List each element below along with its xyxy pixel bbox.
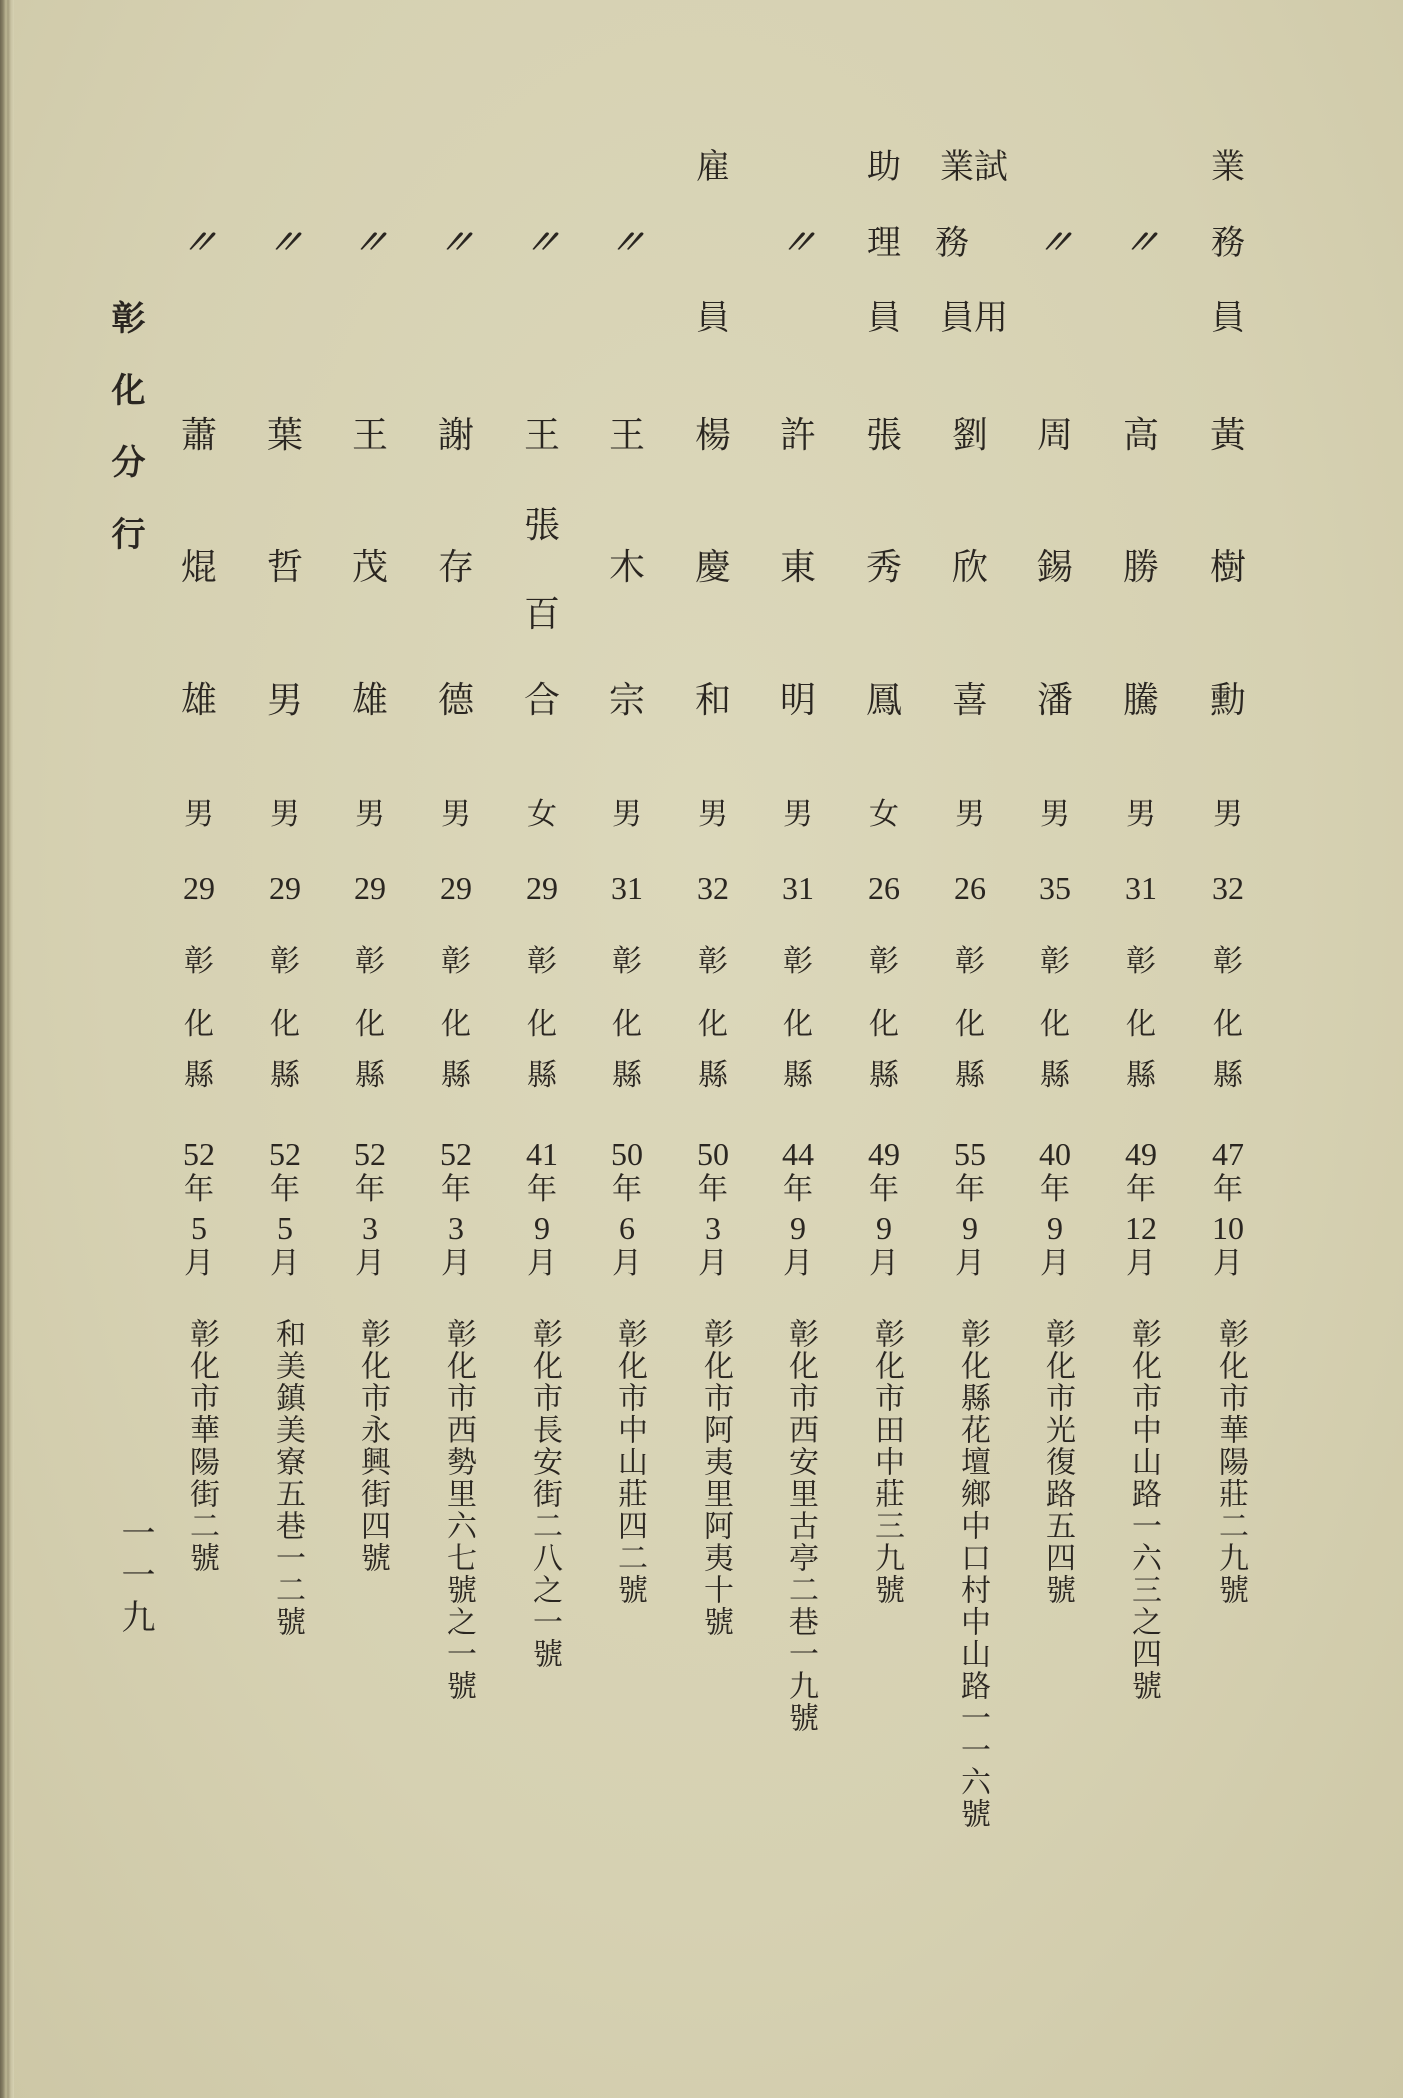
gender: 男	[612, 797, 642, 832]
native-3: 縣	[1126, 1058, 1156, 1093]
address: 彰化市中山莊四二號	[612, 1318, 647, 1606]
date-year: 52	[269, 1136, 301, 1172]
native-2: 化	[355, 1007, 385, 1042]
native-2: 化	[1040, 1007, 1070, 1042]
name-char-1: 謝	[437, 415, 474, 456]
gender: 男	[270, 797, 300, 832]
native-3: 縣	[441, 1058, 471, 1093]
name-char-3: 雄	[351, 680, 388, 721]
native-2: 化	[441, 1007, 471, 1042]
date-month-char: 月	[612, 1246, 642, 1281]
native-2: 化	[527, 1007, 557, 1042]
gender: 男	[955, 797, 985, 832]
name-char-1: 黃	[1209, 415, 1246, 456]
date-month: 9	[790, 1210, 806, 1246]
native-3: 縣	[783, 1058, 813, 1093]
address: 彰化市中山路一六三之四號	[1126, 1318, 1161, 1702]
name-char-1: 張	[865, 415, 902, 456]
native-3: 縣	[184, 1058, 214, 1093]
name-char-3: 百	[523, 594, 560, 635]
gender: 女	[527, 797, 557, 832]
name-char-3: 勳	[1209, 680, 1246, 721]
date-month: 5	[191, 1210, 207, 1246]
title-bot: 員用	[940, 298, 1008, 338]
native-3: 縣	[955, 1058, 985, 1093]
gender: 男	[1040, 797, 1070, 832]
date-month-char: 月	[1126, 1246, 1156, 1281]
date-year-char: 年	[1213, 1172, 1243, 1207]
age: 29	[526, 870, 558, 906]
age: 29	[183, 870, 215, 906]
address: 彰化市永興街四號	[355, 1318, 390, 1574]
date-month: 9	[1047, 1210, 1063, 1246]
ditto-mark: 〃	[604, 223, 650, 263]
name-char-2: 張	[523, 505, 560, 546]
name-char-1: 周	[1036, 415, 1073, 456]
name-char-1: 葉	[266, 415, 303, 456]
name-char-1: 高	[1122, 415, 1159, 456]
address: 彰化市華陽街二號	[184, 1318, 219, 1574]
date-month-char: 月	[441, 1246, 471, 1281]
native-1: 彰	[441, 944, 471, 979]
record-column	[1111, 0, 1171, 2098]
age: 29	[440, 870, 472, 906]
name-char-3: 潘	[1036, 680, 1073, 721]
address: 和美鎮美寮五巷一二號	[270, 1318, 305, 1638]
ditto-mark: 〃	[433, 223, 479, 263]
age: 29	[354, 870, 386, 906]
name-char-2: 勝	[1122, 547, 1159, 588]
date-year: 41	[526, 1136, 558, 1172]
date-year-char: 年	[184, 1172, 214, 1207]
name-char-2: 秀	[865, 547, 902, 588]
name-char-3: 騰	[1122, 680, 1159, 721]
date-year-char: 年	[441, 1172, 471, 1207]
date-year: 50	[611, 1136, 643, 1172]
native-1: 彰	[612, 944, 642, 979]
date-year: 40	[1039, 1136, 1071, 1172]
date-month-char: 月	[698, 1246, 728, 1281]
date-month-char: 月	[270, 1246, 300, 1281]
native-1: 彰	[1040, 944, 1070, 979]
name-char-3: 喜	[951, 680, 988, 721]
name-char-1: 蕭	[180, 415, 217, 456]
gender: 男	[1126, 797, 1156, 832]
native-2: 化	[1126, 1007, 1156, 1042]
record-column	[1025, 0, 1085, 2098]
date-year-char: 年	[612, 1172, 642, 1207]
age: 32	[697, 870, 729, 906]
record-column	[768, 0, 828, 2098]
name-char-2: 焜	[180, 547, 217, 588]
date-month: 9	[876, 1210, 892, 1246]
name-char-3: 男	[266, 680, 303, 721]
record-column	[426, 0, 486, 2098]
date-month: 5	[277, 1210, 293, 1246]
title-bot: 員	[867, 298, 901, 338]
ditto-mark: 〃	[1032, 223, 1078, 263]
name-char-2: 樹	[1209, 547, 1246, 588]
book-binding-edge	[0, 0, 14, 2098]
record-column	[854, 0, 914, 2098]
name-char-3: 雄	[180, 680, 217, 721]
name-char-4: 合	[523, 680, 560, 721]
name-char-3: 明	[779, 680, 816, 721]
date-year: 52	[354, 1136, 386, 1172]
native-1: 彰	[184, 944, 214, 979]
native-2: 化	[184, 1007, 214, 1042]
date-year-char: 年	[698, 1172, 728, 1207]
record-column	[683, 0, 743, 2098]
date-year-char: 年	[355, 1172, 385, 1207]
date-month-char: 月	[869, 1246, 899, 1281]
record-column	[512, 0, 572, 2098]
ditto-mark: 〃	[176, 223, 222, 263]
ditto-mark: 〃	[775, 223, 821, 263]
date-year-char: 年	[869, 1172, 899, 1207]
native-2: 化	[783, 1007, 813, 1042]
age: 35	[1039, 870, 1071, 906]
native-2: 化	[270, 1007, 300, 1042]
record-column	[169, 0, 229, 2098]
native-1: 彰	[1126, 944, 1156, 979]
native-1: 彰	[698, 944, 728, 979]
name-char-2: 東	[779, 547, 816, 588]
record-column	[1198, 0, 1258, 2098]
title-top: 業試	[940, 147, 1008, 187]
date-month: 9	[534, 1210, 550, 1246]
name-char-3: 德	[437, 680, 474, 721]
address: 彰化市長安街二八之一號	[527, 1318, 562, 1670]
title-mid: 理	[867, 223, 901, 263]
native-3: 縣	[869, 1058, 899, 1093]
address: 彰化市西勢里六七號之一號	[441, 1318, 476, 1702]
date-year-char: 年	[527, 1172, 557, 1207]
date-month-char: 月	[184, 1246, 214, 1281]
date-year: 52	[440, 1136, 472, 1172]
date-month-char: 月	[1040, 1246, 1070, 1281]
name-char-1: 王	[608, 415, 645, 456]
age: 32	[1212, 870, 1244, 906]
title-top: 助	[867, 147, 901, 187]
address: 彰化市華陽莊二九號	[1213, 1318, 1248, 1606]
date-month-char: 月	[1213, 1246, 1243, 1281]
native-2: 化	[612, 1007, 642, 1042]
native-1: 彰	[783, 944, 813, 979]
name-char-3: 和	[694, 680, 731, 721]
native-1: 彰	[270, 944, 300, 979]
date-month: 3	[448, 1210, 464, 1246]
address: 彰化市田中莊三九號	[869, 1318, 904, 1606]
address: 彰化市西安里古亭二巷一九號	[783, 1318, 818, 1734]
name-char-1: 王	[523, 415, 560, 456]
ditto-mark: 〃	[1118, 223, 1164, 263]
native-3: 縣	[355, 1058, 385, 1093]
age: 26	[868, 870, 900, 906]
name-char-2: 哲	[266, 547, 303, 588]
branch-label: 彰化分行	[105, 300, 145, 588]
name-char-2: 木	[608, 547, 645, 588]
name-char-2: 慶	[694, 547, 731, 588]
address: 彰化縣花壇鄉中口村中山路一一六號	[955, 1318, 990, 1830]
name-char-1: 王	[351, 415, 388, 456]
ditto-mark: 〃	[519, 223, 565, 263]
age: 31	[782, 870, 814, 906]
date-month: 3	[362, 1210, 378, 1246]
page-number: 一一九	[115, 1515, 155, 1641]
date-year: 47	[1212, 1136, 1244, 1172]
date-month-char: 月	[955, 1246, 985, 1281]
name-char-2: 錫	[1036, 547, 1073, 588]
gender: 男	[698, 797, 728, 832]
record-column	[935, 0, 1008, 2098]
title-mid: 務	[1211, 223, 1245, 263]
date-year: 55	[954, 1136, 986, 1172]
date-month-char: 月	[355, 1246, 385, 1281]
gender: 男	[184, 797, 214, 832]
gender: 男	[783, 797, 813, 832]
date-year-char: 年	[783, 1172, 813, 1207]
record-column	[597, 0, 657, 2098]
native-3: 縣	[527, 1058, 557, 1093]
gender: 男	[1213, 797, 1243, 832]
date-year-char: 年	[955, 1172, 985, 1207]
gender: 男	[441, 797, 471, 832]
address: 彰化市阿夷里阿夷十號	[698, 1318, 733, 1638]
age: 29	[269, 870, 301, 906]
age: 31	[611, 870, 643, 906]
native-2: 化	[869, 1007, 899, 1042]
date-year-char: 年	[270, 1172, 300, 1207]
title-bot: 員	[696, 298, 730, 338]
date-year-char: 年	[1126, 1172, 1156, 1207]
name-char-2: 存	[437, 547, 474, 588]
date-month: 3	[705, 1210, 721, 1246]
date-year: 50	[697, 1136, 729, 1172]
native-1: 彰	[355, 944, 385, 979]
native-1: 彰	[869, 944, 899, 979]
native-3: 縣	[270, 1058, 300, 1093]
age: 31	[1125, 870, 1157, 906]
name-char-3: 鳳	[865, 680, 902, 721]
native-3: 縣	[612, 1058, 642, 1093]
title-bot: 員	[1211, 298, 1245, 338]
title-mid: 務	[935, 223, 969, 263]
address: 彰化市光復路五四號	[1040, 1318, 1075, 1606]
date-year: 49	[1125, 1136, 1157, 1172]
name-char-3: 宗	[608, 680, 645, 721]
date-month: 12	[1125, 1210, 1157, 1246]
gender: 男	[355, 797, 385, 832]
date-month: 10	[1212, 1210, 1244, 1246]
native-2: 化	[955, 1007, 985, 1042]
ditto-mark: 〃	[347, 223, 393, 263]
date-year-char: 年	[1040, 1172, 1070, 1207]
native-1: 彰	[955, 944, 985, 979]
native-3: 縣	[1040, 1058, 1070, 1093]
record-column	[255, 0, 315, 2098]
native-3: 縣	[698, 1058, 728, 1093]
date-month-char: 月	[527, 1246, 557, 1281]
date-year: 44	[782, 1136, 814, 1172]
ditto-mark: 〃	[262, 223, 308, 263]
date-year: 52	[183, 1136, 215, 1172]
native-1: 彰	[1213, 944, 1243, 979]
record-column	[340, 0, 400, 2098]
title-top: 雇	[696, 147, 730, 187]
name-char-1: 劉	[951, 415, 988, 456]
native-2: 化	[1213, 1007, 1243, 1042]
date-month: 6	[619, 1210, 635, 1246]
native-2: 化	[698, 1007, 728, 1042]
name-char-2: 茂	[351, 547, 388, 588]
age: 26	[954, 870, 986, 906]
gender: 女	[869, 797, 899, 832]
native-1: 彰	[527, 944, 557, 979]
name-char-1: 楊	[694, 415, 731, 456]
date-year: 49	[868, 1136, 900, 1172]
date-month: 9	[962, 1210, 978, 1246]
name-char-2: 欣	[951, 547, 988, 588]
date-month-char: 月	[783, 1246, 813, 1281]
native-3: 縣	[1213, 1058, 1243, 1093]
title-top: 業	[1211, 147, 1245, 187]
name-char-1: 許	[779, 415, 816, 456]
